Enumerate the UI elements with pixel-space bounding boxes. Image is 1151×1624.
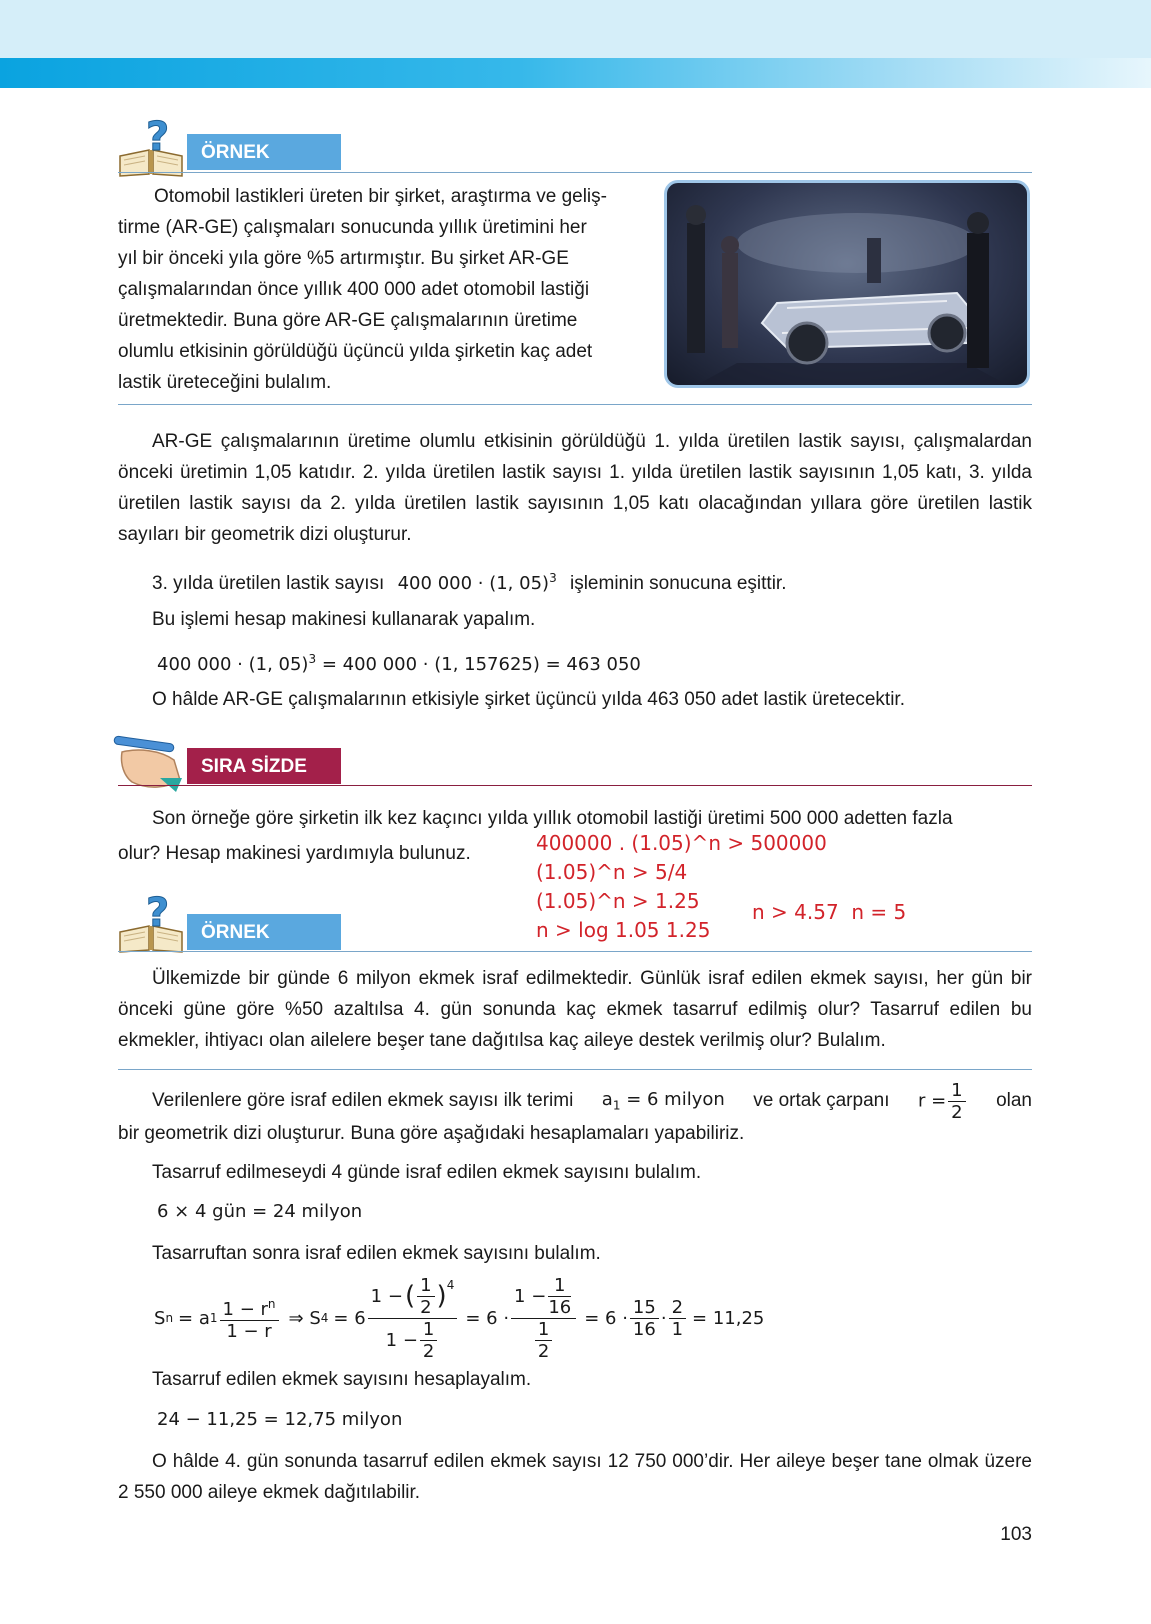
example1-problem <box>118 181 638 398</box>
sira-sizde-line1: Son örneğe göre şirketin ilk kez kaçıncı yılda yıllık otomobil lastiği üretimi 500 000 adetten fazla <box>152 808 953 829</box>
example1-solution: AR-GE çalışmalarının üretime olumlu etkisinin görüldüğü 1. yılda üretilen lastik sayısı, çalışmalardan önceki üretimin 1,05 katıdır. 2. yılda üretilen lastik sayısı 1. yılda üretilen lastik sayısının 1,05 katı, 3. yılda üretilen lastik sayısı da 2. yılda üretilen lastik sayısının 1,05 katı olacağından yıllara göre üretilen lastik sayıları bir geometrik dizi oluşturur. <box>118 431 1032 545</box>
step3-calc: 24 − 11,25 = 12,75 milyon <box>157 1409 403 1430</box>
third-year-line <box>152 563 786 599</box>
section-rule <box>118 1069 1032 1070</box>
handwritten-note: n > log 1.05 1.25 <box>536 918 711 942</box>
car-chassis-photo <box>664 180 1030 388</box>
calc-expression: 400 000 · (1, 05)$^3$ = 400 000 · (1, 157625) = 463 050 <box>157 652 641 675</box>
hand-pen-icon <box>108 734 190 792</box>
problem-line: Otomobil lastikleri üreten bir şirket, araştırma ve geliş- <box>154 186 607 207</box>
step2: Tasarruftan sonra israf edilen ekmek sayısını bulalım. <box>152 1243 601 1264</box>
sum-formula: S n = a 1 $\frac{1 - r^n}{1 - r}$ ⇒ S 4 = 6 1 − ( $\frac{1}{2}$ ) $^4$ 1 − $\frac{1}{2}$ = 6 · 1 − $\frac{1}{16}$ $\frac{1}{2}$ = 6 · $\frac{15}{16}$ · $\frac{2}{1}$ = 11,25 <box>154 1274 765 1362</box>
example-label: ÖRNEK <box>187 914 341 950</box>
a1-term: $a_1 = 6$ milyon <box>601 1089 725 1113</box>
given-line2: bir geometrik dizi oluşturur. Buna göre aşağıdaki hesaplamaları yapabiliriz. <box>118 1123 745 1144</box>
third-year-expression: 400 000 · (1, 05)$^3$ <box>397 571 557 594</box>
book-question-icon <box>116 892 186 954</box>
svg-text:?: ? <box>146 116 170 160</box>
page-number: 103 <box>1000 1524 1032 1545</box>
step1-calc: 6 × 4 gün = 24 milyon <box>157 1201 363 1222</box>
r-term: r = $\frac{1}{2}$ <box>918 1080 968 1123</box>
handwritten-note: n > 4.57 n = 5 <box>752 900 907 924</box>
second-fraction: 1 − $\frac{1}{16}$ $\frac{1}{2}$ <box>511 1275 576 1362</box>
problem-line: olumlu etkisinin görüldüğü üçüncü yılda şirketin kaç adet <box>118 341 593 362</box>
example2-problem: Ülkemizde bir günde 6 milyon ekmek israf edilmektedir. Günlük israf edilen ekmek sayısı, her gün bir önceki güne göre %50 azaltılsa 4. gün sonunda kaç ekmek tasarruf edilmiş olur? Tasarruf edilen bu ekmekler, ihtiyacı olan ailelere beşer tane dağıtılsa kaç aileye destek verilmiş olur? Bulalım. <box>118 968 1032 1051</box>
example2-conclusion: O hâlde 4. gün sonunda tasarruf edilen ekmek sayısı 12 750 000’dir. Her aileye beşer tane olmak üzere 2 550 000 aileye ekmek dağıtılabilir. <box>118 1451 1032 1503</box>
big-fraction: 1 − ( $\frac{1}{2}$ ) $^4$ 1 − $\frac{1}{2}$ <box>368 1275 458 1362</box>
section-rule <box>118 785 1032 786</box>
example-label: ÖRNEK <box>187 134 341 170</box>
problem-line: lastik üreteceğini bulalım. <box>118 372 332 393</box>
book-question-icon <box>116 116 186 178</box>
given-line: Verilenlere göre israf edilen ekmek sayısı ilk terimi $a_1 = 6$ milyon ve ortak çarpanı r = $\frac{1}{2}$ olan <box>152 1079 1032 1123</box>
section-rule <box>118 172 1032 173</box>
third-year-text: 3. yılda üretilen lastik sayısı <box>152 573 385 594</box>
sira-sizde-line2: olur? Hesap makinesi yardımıyla bulunuz. <box>118 843 471 864</box>
svg-text:?: ? <box>146 892 170 936</box>
problem-line: çalışmalarından önce yıllık 400 000 adet otomobil lastiği <box>118 279 590 300</box>
example1-conclusion: O hâlde AR-GE çalışmalarının etkisiyle şirket üçüncü yılda 463 050 adet lastik üretecektir. <box>152 689 905 710</box>
handwritten-note: (1.05)^n > 5/4 <box>536 860 688 884</box>
handwritten-note: (1.05)^n > 1.25 <box>536 889 700 913</box>
calc-intro: Bu işlemi hesap makinesi kullanarak yapalım. <box>152 609 536 630</box>
problem-line: üretmektedir. Buna göre AR-GE çalışmalarının üretime <box>118 310 578 331</box>
sira-sizde-label: SIRA SİZDE <box>187 748 341 784</box>
problem-line: yıl bir önceki yıla göre %5 artırmıştır. Bu şirket AR-GE <box>118 248 569 269</box>
step1: Tasarruf edilmeseydi 4 günde israf edilen ekmek sayısını bulalım. <box>152 1162 702 1183</box>
section-rule <box>118 404 1032 405</box>
header-stripe <box>0 58 1151 88</box>
handwritten-note: 400000 . (1.05)^n > 500000 <box>536 831 827 855</box>
problem-line: tirme (AR-GE) çalışmaları sonucunda yıllık üretimini her <box>118 217 587 238</box>
third-year-text-b: işleminin sonucuna eşittir. <box>569 573 787 594</box>
section-rule <box>118 951 1032 952</box>
step3: Tasarruf edilen ekmek sayısını hesaplayalım. <box>152 1369 532 1390</box>
